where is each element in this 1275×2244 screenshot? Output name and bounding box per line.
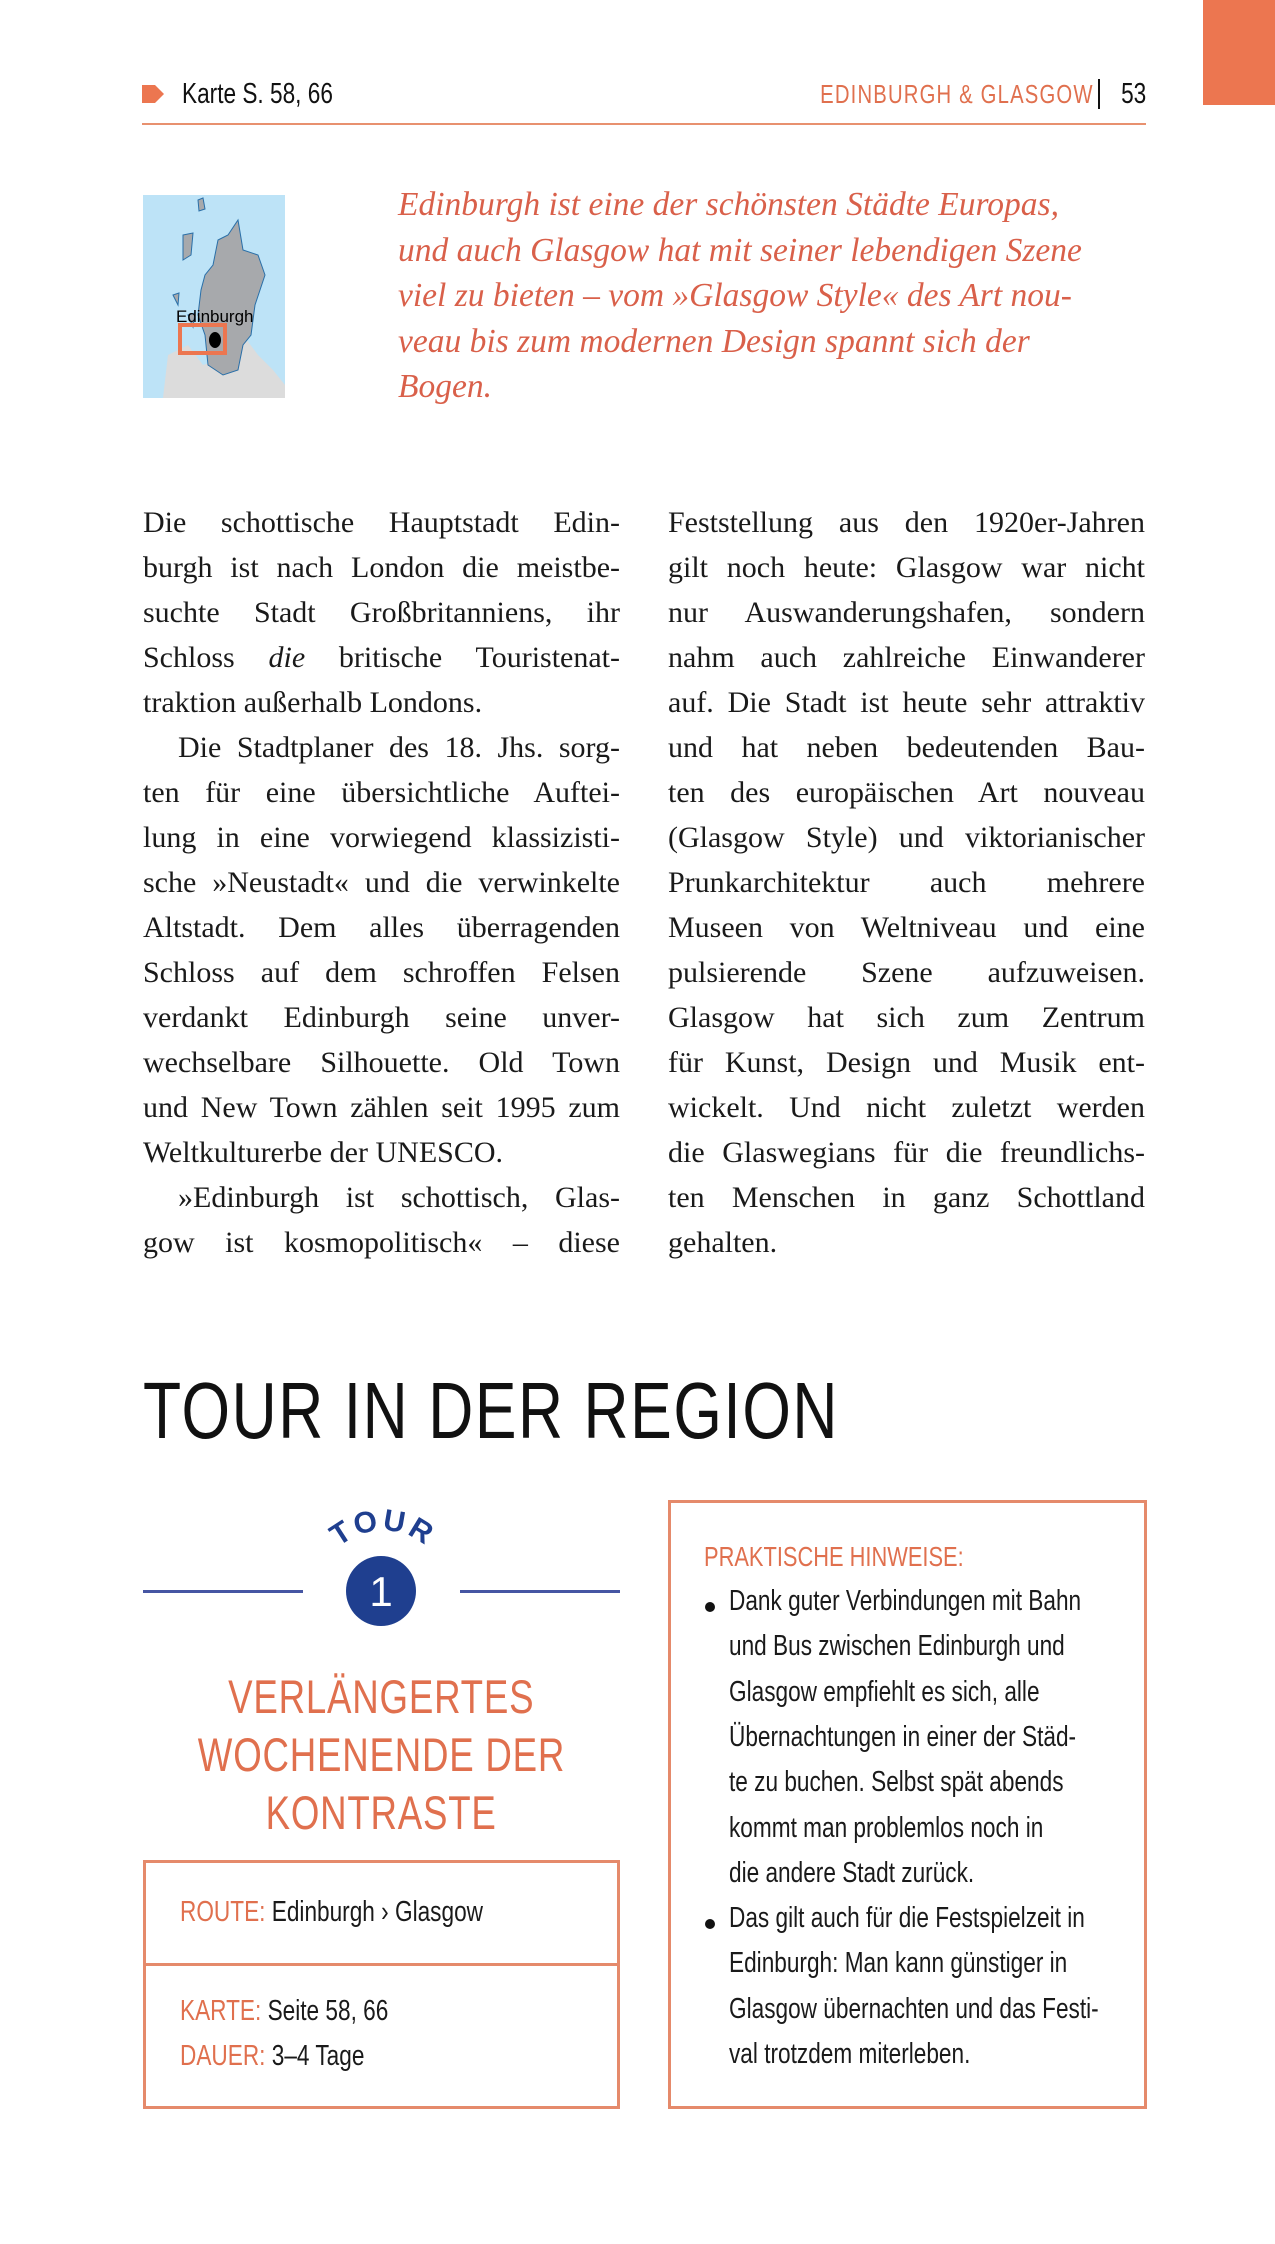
tour-rule-left — [143, 1590, 303, 1593]
body-line: wickelt. Und nicht zuletzt werden — [668, 1091, 1145, 1124]
body-line: Die schottische Hauptstadt Edin- — [143, 506, 620, 539]
body-line: (Glasgow Style) und viktorianischer — [668, 821, 1145, 854]
body-line: sche »Neustadt« und die verwinkelte — [143, 866, 620, 899]
tip-line — [729, 1585, 1180, 1618]
tip-text: Das gilt auch für die Festspielzeit in — [729, 1902, 1085, 1935]
tips-heading: PRAKTISCHE HINWEISE: — [704, 1541, 964, 1572]
section-title: EDINBURGH & GLASGOW — [820, 78, 1094, 109]
body-line: Die Stadtplaner des 18. Jhs. sorg- — [178, 731, 620, 764]
body-line: »Edinburgh ist schottisch, Glas- — [178, 1181, 620, 1214]
tip-line — [729, 1721, 1174, 1754]
text-segment: britische Touristenat- — [305, 641, 621, 674]
dauer-value: 3–4 Tage — [271, 2040, 365, 2072]
lead-line: veau bis zum modernen Design spannt sich der — [398, 322, 1030, 360]
lead-line: viel zu bieten – vom »Glasgow Style« des Art nou- — [398, 277, 1072, 314]
body-line: Schloss auf dem schroffen Felsen — [143, 956, 620, 989]
tour-title-line: WOCHENENDE DER — [197, 1728, 566, 1781]
tour-title-line: KONTRASTE — [265, 1786, 498, 1839]
body-line: Feststellung aus den 1920er-Jahren — [668, 506, 1145, 539]
body-line: Prunkarchitektur auch mehrere — [668, 866, 1145, 899]
tip-text: Edinburgh: Man kann günstiger in — [729, 1947, 1068, 1980]
body-line: gilt noch heute: Glasgow war nicht — [668, 551, 1145, 584]
running-header — [743, 74, 1146, 114]
tip-line — [729, 1812, 1132, 1845]
body-line: burgh ist nach London die meistbe- — [143, 551, 620, 584]
karte-label: KARTE: — [180, 1995, 262, 2027]
body-line: die Glaswegians für die freundlichs- — [668, 1136, 1145, 1169]
tip-text: die andere Stadt zurück. — [729, 1856, 975, 1889]
karte-row — [180, 1995, 447, 2028]
tour-title-line: VERLÄNGERTES — [228, 1670, 535, 1723]
tour-number: 1 — [369, 1568, 393, 1615]
route-row — [180, 1896, 568, 1929]
tip-line — [729, 1947, 1163, 1980]
body-line: gow ist kosmopolitisch« – diese — [143, 1226, 620, 1259]
route-label: ROUTE: — [180, 1896, 266, 1928]
body-line: traktion außerhalb Londons. — [143, 686, 483, 719]
body-line — [143, 635, 620, 680]
tour-badge — [280, 1500, 485, 1640]
body-line: suchte Stadt Großbritanniens, ihr — [143, 596, 620, 629]
body-line: auf. Die Stadt ist heute sehr attraktiv — [668, 686, 1145, 719]
lead-line: Edinburgh ist eine der schönsten Städte Europas, — [398, 186, 1059, 223]
emphasis: die — [268, 641, 306, 674]
lead-line: Bogen. — [398, 368, 492, 405]
tip-text: te zu buchen. Selbst spät abends — [729, 1766, 1064, 1799]
tour-info-box — [143, 1860, 620, 2109]
bullet-icon — [705, 1602, 715, 1612]
tip-line — [729, 2038, 1038, 2071]
tour-title — [143, 1668, 620, 1842]
page-edge-tab — [1203, 0, 1275, 105]
body-line: Weltkulturerbe der UNESCO. — [143, 1136, 503, 1169]
tip-text: val trotzdem miterleben. — [729, 2038, 971, 2070]
body-line: und New Town zählen seit 1995 zum — [143, 1091, 620, 1124]
header-rule — [142, 123, 1146, 125]
karte-value: Seite 58, 66 — [267, 1995, 389, 2027]
tip-line — [729, 1630, 1159, 1663]
body-line: und hat neben bedeutenden Bau- — [668, 731, 1145, 764]
tip-text: kommt man problemlos noch in — [729, 1811, 1044, 1844]
tip-text: und Bus zwischen Edinburgh und — [729, 1630, 1065, 1663]
info-box-divider — [143, 1963, 620, 1966]
body-line: nahm auch zahlreiche Einwanderer — [668, 641, 1145, 674]
dauer-label: DAUER: — [180, 2040, 266, 2072]
tip-line — [729, 1857, 1043, 1890]
body-line: ten Menschen in ganz Schottland — [668, 1181, 1145, 1214]
lead-line: und auch Glasgow hat mit seiner lebendigen Szene — [398, 231, 1082, 269]
tip-text: Glasgow empfiehlt es sich, alle — [729, 1675, 1040, 1708]
section-heading-text: TOUR IN DER REGION — [143, 1366, 840, 1455]
map-label-edinburgh: Edinburgh — [176, 307, 254, 326]
tip-line — [729, 1993, 1203, 2026]
body-line: für Kunst, Design und Musik ent- — [668, 1046, 1145, 1079]
svg-text:TOUR — [324, 1504, 441, 1553]
body-line: nur Auswanderungshafen, sondern — [668, 596, 1145, 629]
body-column-right — [668, 500, 1145, 1265]
tip-text: Übernachtungen in einer der Städ- — [729, 1720, 1077, 1753]
lead-paragraph — [398, 182, 1158, 410]
body-line: verdankt Edinburgh seine unver- — [143, 1001, 620, 1034]
tip-text: Glasgow übernachten und das Festi- — [729, 1992, 1099, 2025]
page-number: 53 — [1120, 77, 1146, 110]
tip-line — [729, 1766, 1158, 1799]
header-separator — [1098, 79, 1100, 109]
body-line: ten für eine übersichtliche Auftei- — [143, 776, 620, 809]
practical-tips-box — [668, 1500, 1147, 2109]
body-line: Museen von Weltniveau und eine — [668, 911, 1145, 944]
arrow-marker-icon — [142, 83, 164, 105]
section-heading — [143, 1365, 1035, 1458]
map-reference-text: Karte S. 58, 66 — [182, 77, 333, 110]
route-value: Edinburgh › Glasgow — [271, 1896, 483, 1928]
dauer-row — [180, 2040, 416, 2073]
tip-line — [729, 1676, 1127, 1709]
tip-text: Dank guter Verbindungen mit Bahn — [729, 1585, 1082, 1617]
body-line: lung in eine vorwiegend klassizisti- — [143, 821, 620, 854]
text-segment: Schloss — [143, 641, 269, 674]
tip-line — [729, 1902, 1185, 1935]
bullet-icon — [705, 1919, 715, 1929]
body-column-left — [143, 500, 620, 1265]
body-line: pulsierende Szene aufzuweisen. — [668, 956, 1145, 989]
body-line: Glasgow hat sich zum Zentrum — [668, 1001, 1145, 1034]
scotland-locator-map — [143, 195, 285, 398]
body-line: Altstadt. Dem alles überragenden — [143, 911, 620, 944]
body-line: wechselbare Silhouette. Old Town — [143, 1046, 620, 1079]
body-line: gehalten. — [668, 1226, 778, 1259]
map-reference — [142, 74, 375, 114]
tour-badge-word: TOUR — [324, 1503, 442, 1553]
body-line: ten des europäischen Art nouveau — [668, 776, 1145, 809]
